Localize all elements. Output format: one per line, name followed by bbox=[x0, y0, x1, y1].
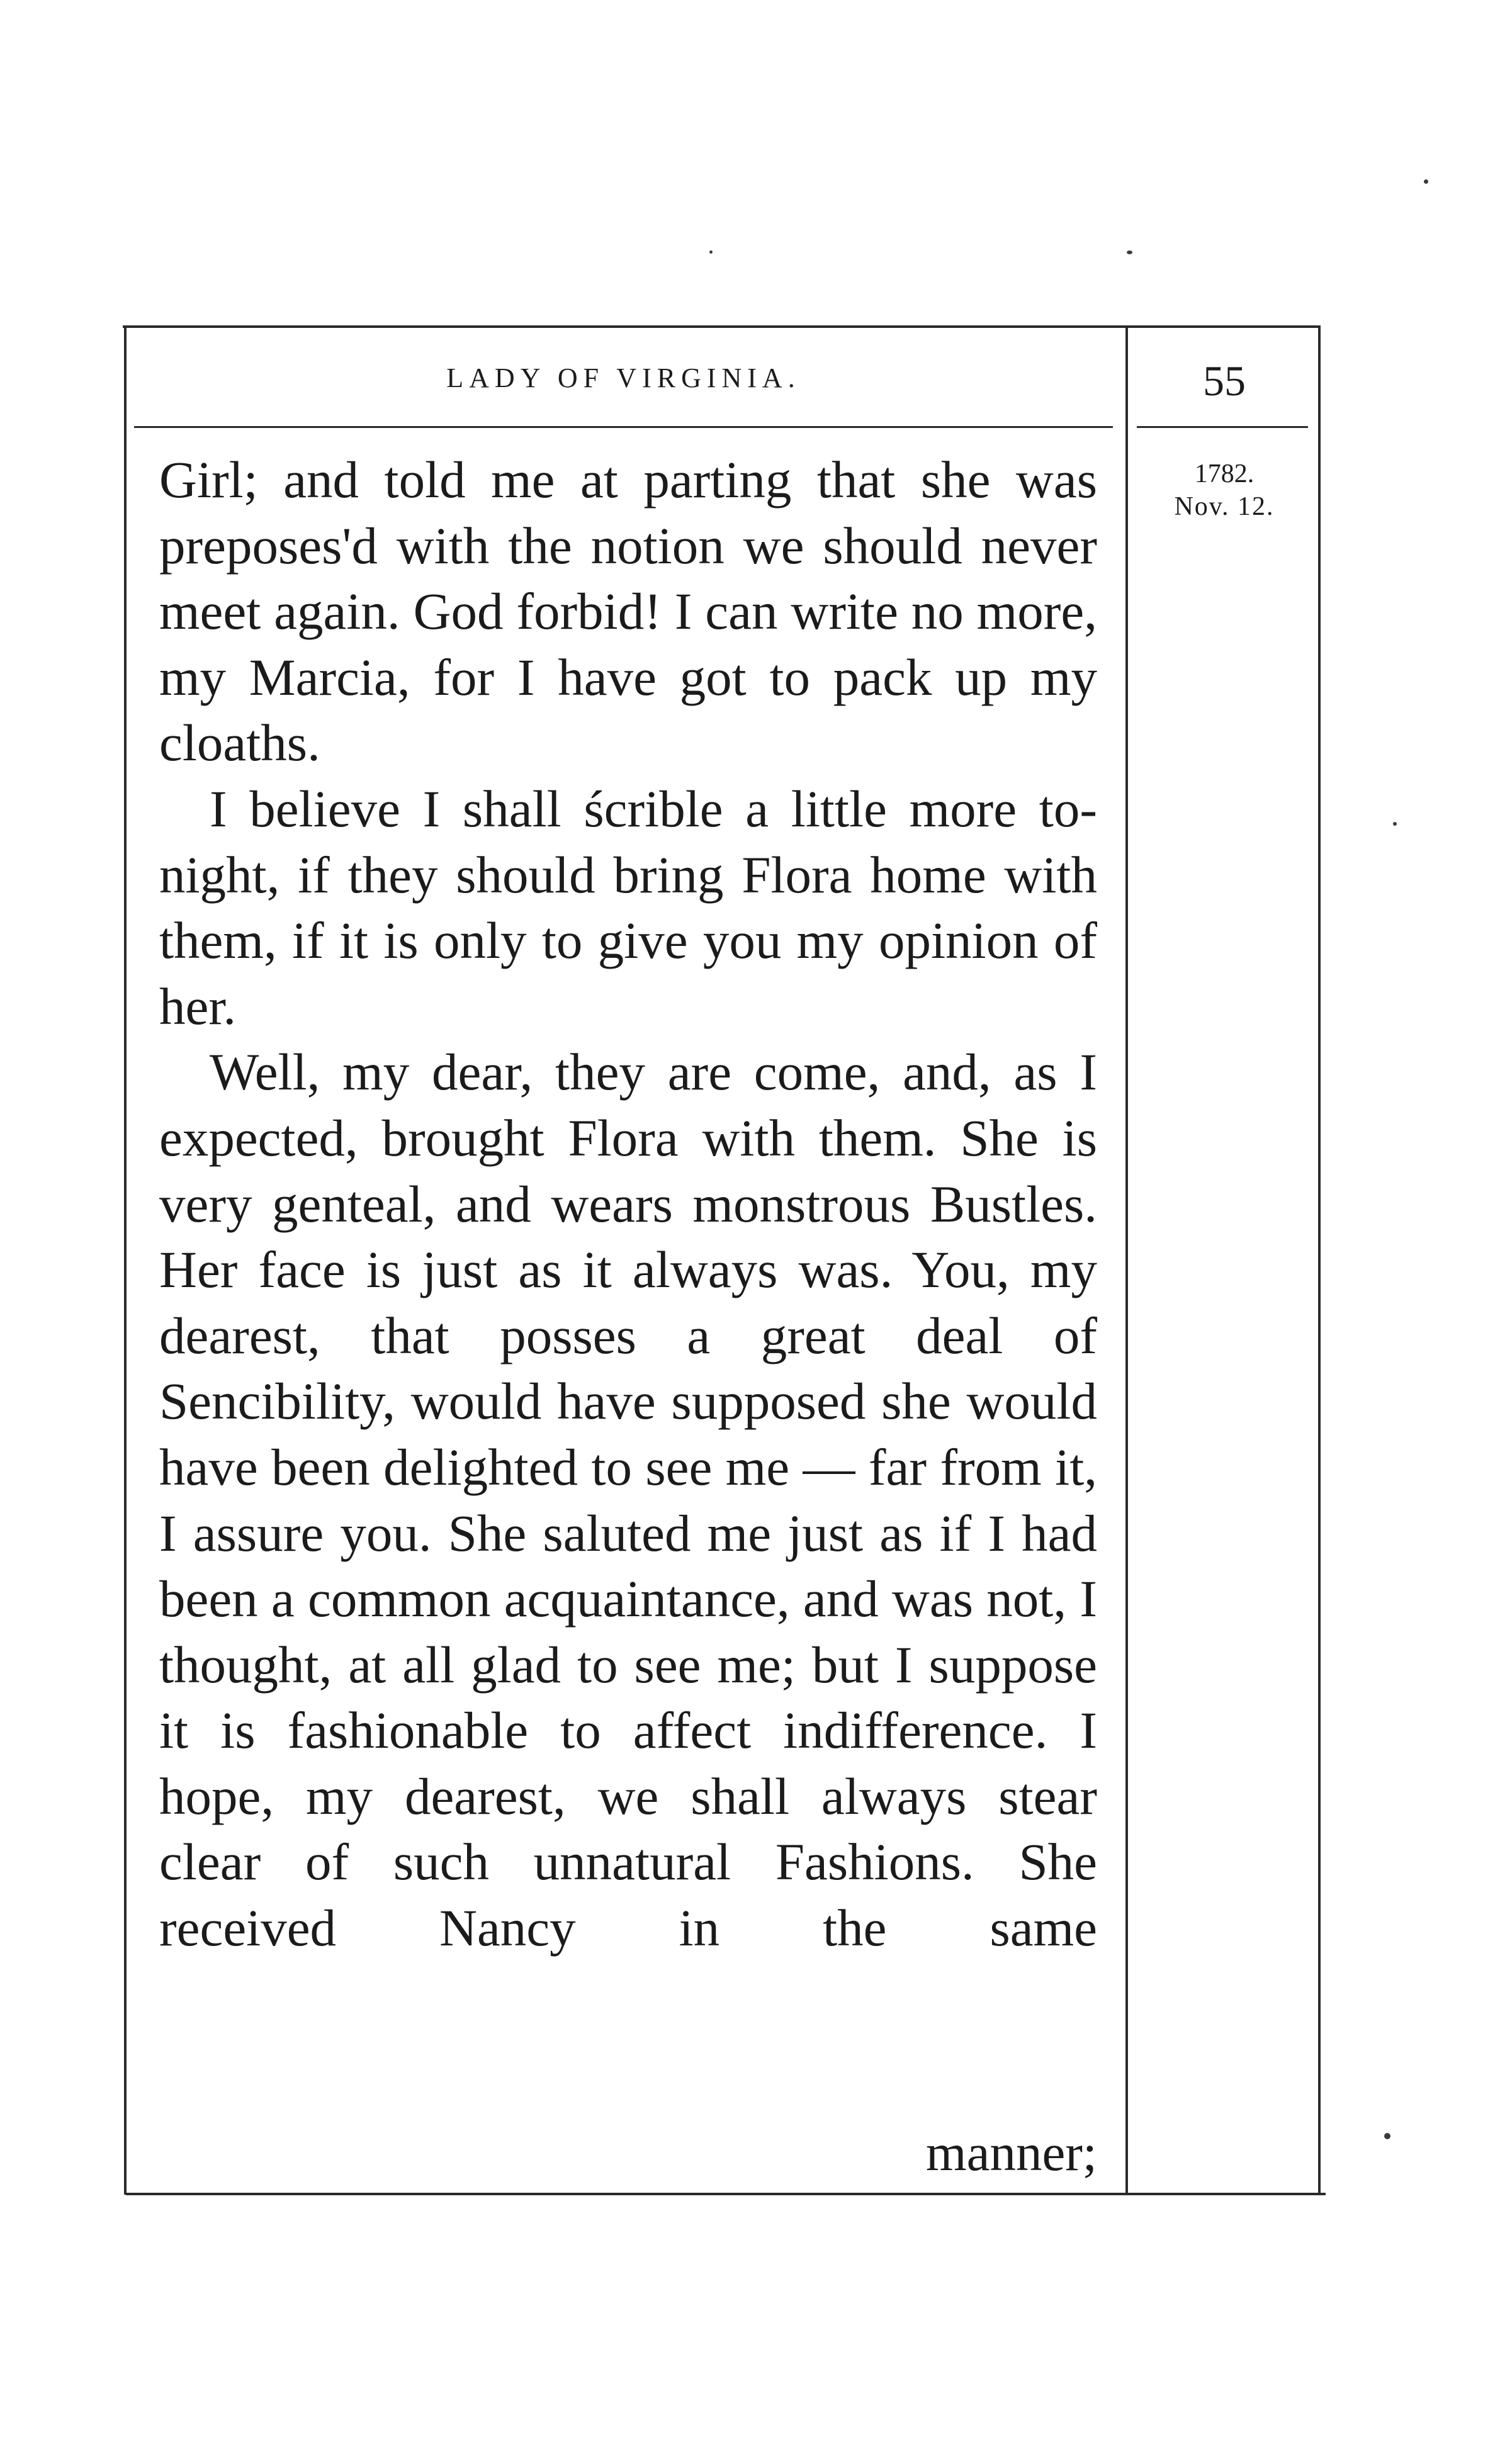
letter-body bbox=[159, 447, 1097, 1961]
header-rule bbox=[134, 426, 1113, 428]
print-speck bbox=[1384, 2133, 1390, 2139]
paragraph: Girl; and told me at parting that she was preposes'd with the notion we should never meet again. God forbid! I can write no more, my Marcia, for I have got to pack up my cloaths. bbox=[159, 451, 1097, 772]
running-title: LADY OF VIRGINIA. bbox=[446, 363, 801, 393]
print-speck bbox=[1127, 250, 1132, 254]
page-number: 55 bbox=[1203, 357, 1246, 405]
catchword: manner; bbox=[926, 2124, 1097, 2181]
paragraph: I believe I shall ścrible a little more to-night, if they should bring Flora home with them, if it is only to give you my opinion of her. bbox=[159, 779, 1097, 1035]
margin-date: Nov. 12. bbox=[1174, 492, 1275, 521]
header-rule-margin bbox=[1137, 426, 1308, 428]
frame-right-rule bbox=[1318, 325, 1321, 2195]
margin-year: 1782. bbox=[1194, 459, 1255, 488]
frame-left-rule bbox=[124, 325, 127, 2195]
print-speck bbox=[1393, 822, 1397, 826]
paragraph: Well, my dear, they are come, and, as I expected, brought Flora with them. She is very genteal, and wears monstrous Bustles. Her face is just as it always was. You, my dearest, that posses a great deal of Sencibility, would have supposed she would have been delighted to see me — far from it, I assure you. She saluted me just as if I had been a common acquaintance, and was not, I thought, at all glad to see me; but I suppose it is fashionable to affect indifference. I hope, my dearest, we shall always stear clear of such unnatural Fashions. She received Nancy in the same bbox=[159, 1043, 1097, 1957]
frame-top-rule bbox=[123, 325, 1321, 328]
print-speck bbox=[709, 250, 713, 254]
frame-bottom-rule bbox=[126, 2193, 1326, 2195]
print-speck bbox=[1424, 179, 1428, 184]
frame-margin-divider bbox=[1125, 325, 1128, 2195]
